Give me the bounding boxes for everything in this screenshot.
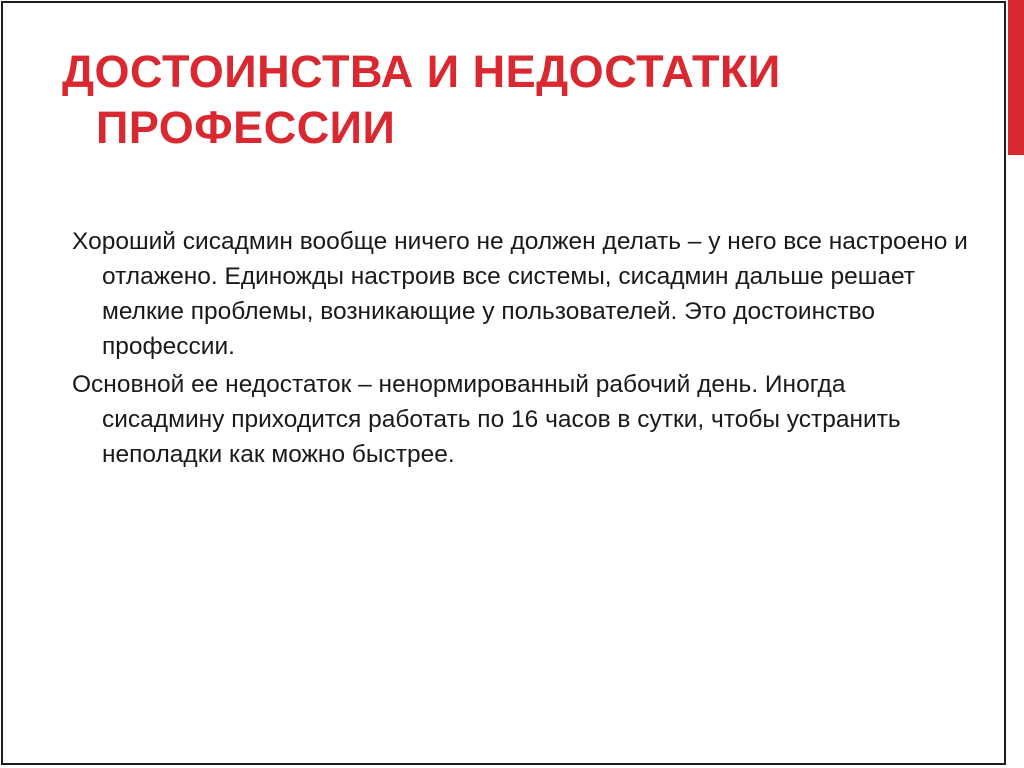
slide-title-line1: ДОСТОИНСТВА И НЕДОСТАТКИ <box>62 46 781 97</box>
accent-bar <box>1008 0 1024 155</box>
paragraph-disadvantages: Основной ее недостаток – ненормированный рабочий день. Иногда сисадмину приходится работать по 16 часов в сутки, чтобы устранить неполадки как можно быстрее. <box>72 371 901 468</box>
slide-title <box>62 44 942 156</box>
slide-title-line2: ПРОФЕССИИ <box>96 102 396 153</box>
paragraph-advantages: Хороший сисадмин вообще ничего не должен делать – у него все настроено и отлажено. Единожды настроив все системы, сисадмин дальше решает мелкие проблемы, возникающие у пользователей. Это достоинство профессии. <box>72 228 968 360</box>
slide-body <box>72 224 972 475</box>
